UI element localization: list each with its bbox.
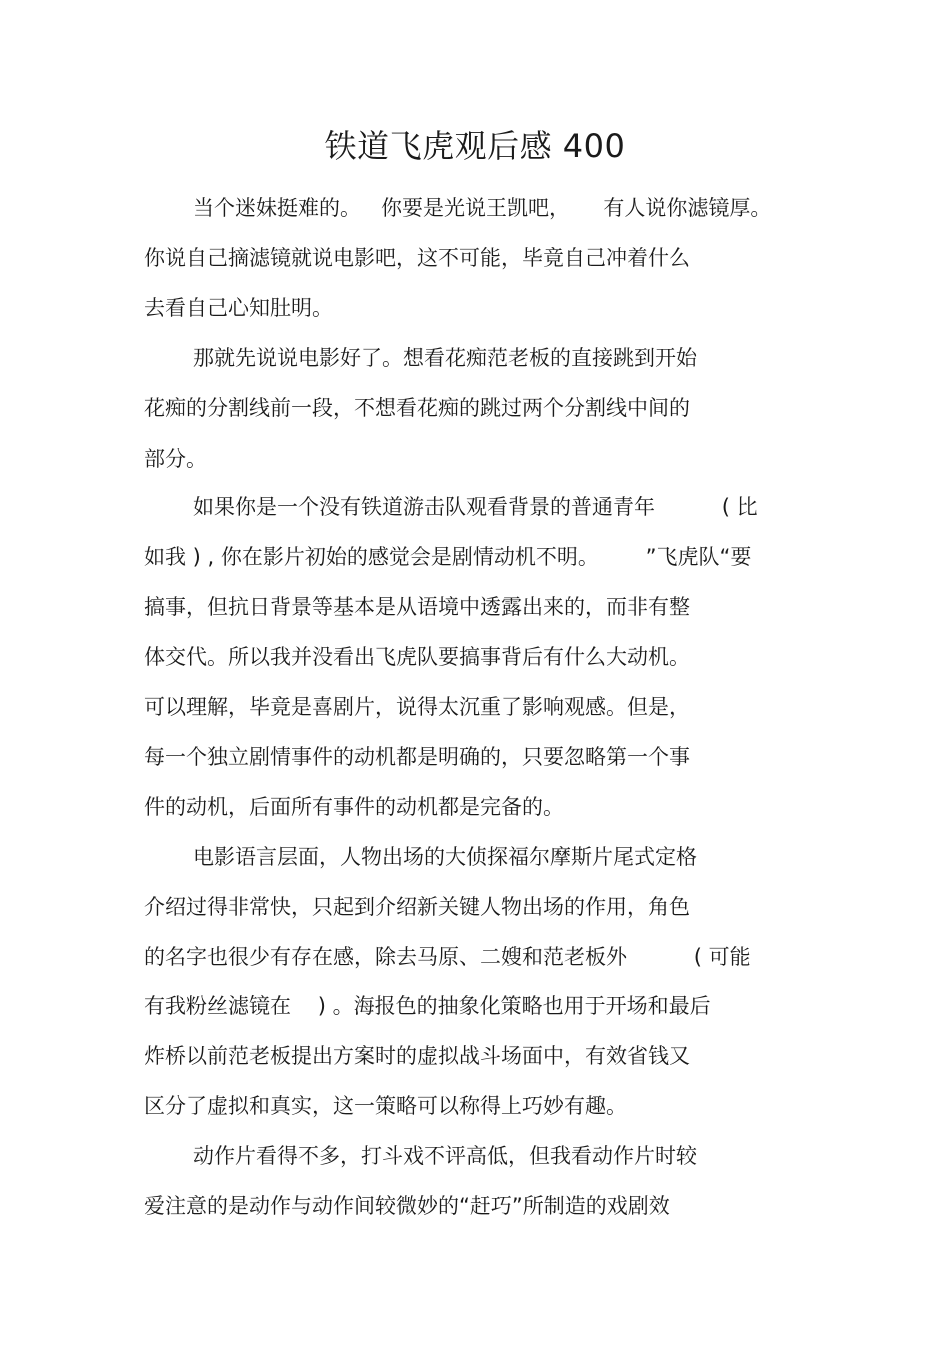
text-line: 如果你是一个没有铁道游击队观看背景的普通青年 ( 比 bbox=[193, 495, 758, 519]
text-line: 体交代。所以我并没看出飞虎队要搞事背后有什么大动机。 bbox=[144, 645, 690, 669]
text-line: 每一个独立剧情事件的动机都是明确的，只要忽略第一个事 bbox=[144, 745, 690, 769]
text-line: 可以理解，毕竟是喜剧片，说得太沉重了影响观感。但是， bbox=[144, 695, 690, 719]
text-line: 部分。 bbox=[144, 447, 207, 471]
text-line: 动作片看得不多，打斗戏不评高低，但我看动作片时较 bbox=[193, 1144, 697, 1168]
text-line: 当个迷妹挺难的。 你要是光说王凯吧， 有人说你滤镜厚。 bbox=[193, 196, 772, 220]
text-line: 电影语言层面，人物出场的大侦探福尔摩斯片尾式定格 bbox=[193, 845, 697, 869]
text-line: 的名字也很少有存在感，除去马原、二嫂和范老板外 ( 可能 bbox=[144, 945, 751, 969]
text-line: 那就先说说电影好了。想看花痴范老板的直接跳到开始 bbox=[193, 346, 697, 370]
text-line: 你说自己摘滤镜就说电影吧，这不可能，毕竟自己冲着什么 bbox=[144, 246, 690, 270]
text-line: 件的动机，后面所有事件的动机都是完备的。 bbox=[144, 795, 564, 819]
text-line: 搞事，但抗日背景等基本是从语境中透露出来的，而非有整 bbox=[144, 595, 690, 619]
text-line: 爱注意的是动作与动作间较微妙的“赶巧”所制造的戏剧效 bbox=[144, 1194, 670, 1218]
text-line: 区分了虚拟和真实，这一策略可以称得上巧妙有趣。 bbox=[144, 1094, 627, 1118]
text-line: 去看自己心知肚明。 bbox=[144, 296, 333, 320]
text-line: 花痴的分割线前一段，不想看花痴的跳过两个分割线中间的 bbox=[144, 396, 690, 420]
text-line: 炸桥以前范老板提出方案时的虚拟战斗场面中，有效省钱又 bbox=[144, 1044, 690, 1068]
document-title: 铁道飞虎观后感 400 bbox=[324, 127, 626, 165]
text-line: 介绍过得非常快，只起到介绍新关键人物出场的作用，角色 bbox=[144, 895, 690, 919]
text-line: 如我 ) , 你在影片初始的感觉会是剧情动机不明。 ”飞虎队“要 bbox=[144, 545, 752, 569]
text-line: 有我粉丝滤镜在 ) 。海报色的抽象化策略也用于开场和最后 bbox=[144, 994, 711, 1018]
